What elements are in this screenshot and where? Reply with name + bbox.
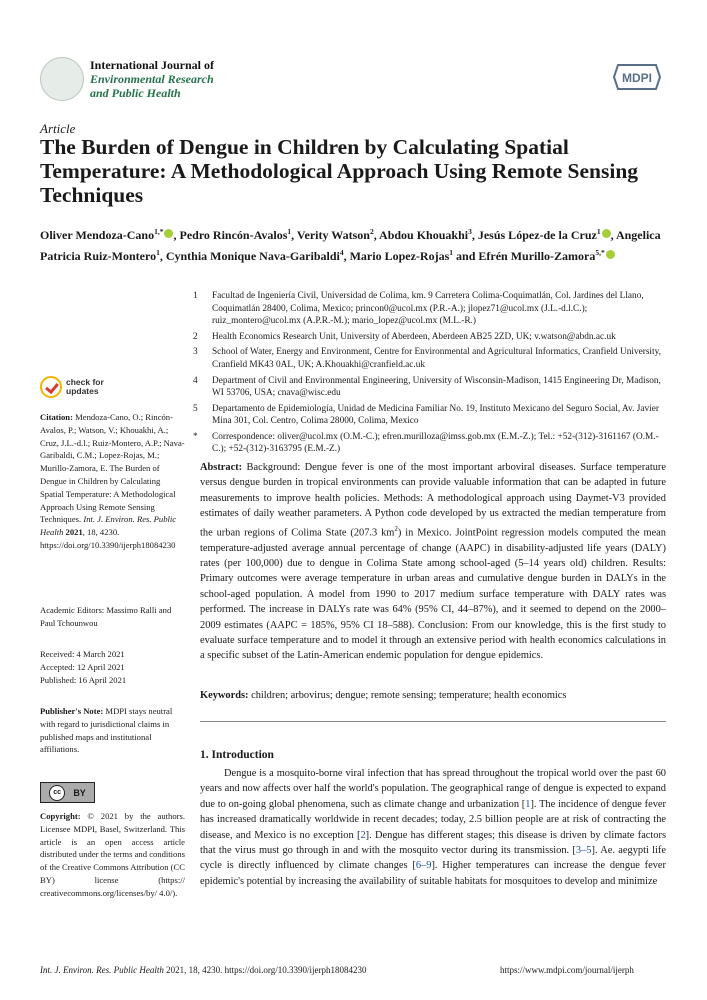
intro-text-2: ]. The incidence of dengue fever has increased dramatically worldwide in recent decades; today, 2.5 billion people are at risk of contracting the disease, and Mexico is no exception [ bbox=[200, 798, 666, 841]
journal-name-line2: Environmental Research bbox=[90, 72, 214, 86]
check-updates-line2: updates bbox=[66, 386, 99, 396]
introduction-paragraph bbox=[200, 766, 666, 889]
author-name: Verity Watson bbox=[296, 228, 370, 242]
author bbox=[478, 228, 611, 242]
copyright-notice bbox=[40, 810, 185, 900]
mdpi-logo bbox=[612, 63, 662, 91]
author-affiliation-marker: 4 bbox=[339, 248, 344, 257]
citation-label: Citation: bbox=[40, 412, 73, 422]
author-affiliation-marker: 1 bbox=[449, 248, 454, 257]
check-updates-line1: check for bbox=[66, 376, 104, 387]
author-name: Mario Lopez-Rojas bbox=[349, 249, 450, 263]
affiliation-marker: * bbox=[193, 431, 198, 442]
affiliation-text: Department of Civil and Environmental Engineering, University of Wisconsin-Madison, 1415 Engineering Dr, Madison, WI 53706, USA; cnava@wisc.edu bbox=[212, 375, 661, 399]
affiliation-text: Departamento de Epidemiología, Unidad de Medicina Familiar No. 19, Instituto Mexicano del Seguro Social, Av. Javier Mina 301, Col. Centro, Colima 28000, Colima, Mexico bbox=[212, 403, 659, 427]
intro-text-3: ]. Dengue has different stages; this disease is driven by climate factors that the virus must go through in and with the mosquito vector during its transmission. [ bbox=[200, 829, 667, 857]
cc-by-label: BY bbox=[73, 787, 86, 798]
author bbox=[478, 249, 614, 263]
affiliation-item bbox=[193, 290, 671, 328]
affiliation-item bbox=[193, 375, 671, 400]
check-for-updates-icon bbox=[40, 376, 62, 398]
article-type: Article bbox=[40, 121, 76, 136]
abstract-text-part2: ) in Mexico. JointPoint regression models computed the mean temperature-adjusted average annual percentage of change (AAPC) in disability-adjusted life years (DALY) rates (per 100,000) due to dengue in Colima State among school-aged (5–14 years old) children. Results: Primary outcomes were average temperature in urban areas and cumulative dengue burden in DALYs in the school-aged population. A model from 1990 to 2017 medium surface temperature with DALY rates was performed. The increase in DALYs rate was 64% (95% CI, 44–87%), and it seemed to depend on the 2000–2009 estimates (AAPC = 185%, 95% CI 18–588). Conclusion: From our knowledge, this is the first study to evaluate surface temperature and to model it through an extensive period with health economics calculations in a specific subset of the Latin-American endemic population for dengue epidemics. bbox=[200, 527, 666, 662]
affiliation-marker: 2 bbox=[193, 331, 198, 342]
publisher-note-label: Publisher's Note: bbox=[40, 706, 104, 716]
affiliation-item bbox=[193, 431, 671, 456]
author-affiliation-marker: 3 bbox=[468, 227, 472, 236]
cc-icon: cc bbox=[49, 785, 65, 801]
author-name: Abdou Khouakhi bbox=[379, 228, 469, 242]
orcid-icon[interactable] bbox=[164, 229, 173, 238]
keywords-label: Keywords: bbox=[200, 690, 249, 701]
reference-link-2[interactable]: 2 bbox=[360, 829, 366, 841]
keywords bbox=[200, 688, 666, 703]
mdpi-logo-text: MDPI bbox=[622, 71, 652, 85]
orcid-icon[interactable] bbox=[606, 250, 615, 259]
affiliation-item bbox=[193, 331, 671, 344]
journal-name bbox=[90, 58, 214, 100]
published-date: Published: 16 April 2021 bbox=[40, 674, 127, 685]
author-name: Efrén Murillo-Zamora bbox=[478, 249, 596, 263]
author-list: Oliver Mendoza-Cano$^{1,*}$ , Pedro Rincón-Avalos$^1$, Verity Watson$^2$, Abdou Khouakhi$^3$, Jesús López-de la Cruz$^1$ , Angelica Patricia Ruiz-Montero$^1$, Cynthia Monique Nava-Garibaldi$^4$, Mario Lopez-Rojas$^1$ and Efrén Murillo-Zamora$^{5,*}$ bbox=[40, 227, 661, 263]
citation-tail[interactable]: , 18, 4230. https://doi.org/10.3390/ijerph18084230 bbox=[40, 527, 176, 550]
author-affiliation-marker: 1 bbox=[596, 227, 601, 236]
affiliation-text: Facultad de Ingeniería Civil, Universidad de Colima, km. 9 Carretera Colima-Coquimatlán, Col. Jardines del Llano, Coquimatlán 28400, Colima, Mexico; princon0@ucol.mx (P.R.-A.); jlopez71@ucol.mx (J.L.-d.l.C.); ruiz_montero@ucol.mx (A.P.R.-M.); mario_lopez@ucol.mx (M.L.-R.) bbox=[212, 291, 644, 326]
author-name: Cynthia Monique Nava-Garibaldi bbox=[165, 249, 340, 263]
academic-editors: Academic Editors: Massimo Ralli and Paul Tchounwou bbox=[40, 605, 172, 628]
abstract-superscript: 2 bbox=[394, 524, 398, 533]
copyright-label: Copyright: bbox=[40, 811, 81, 821]
author bbox=[350, 249, 453, 263]
abstract-text-part1: Background: Dengue fever is one of the most important arboviral diseases. Surface temperature versus dengue burden in tropical environments can provide valuable information that can be adapted in future measurements to improve health policies. Methods: A methodological approach using Daymet-V3 provided estimates of daily weather parameters. A Python code developed by us extracted the median temperature from the urban regions of Colima State (207.3 km bbox=[200, 462, 666, 539]
accepted-date: Accepted: 12 April 2021 bbox=[40, 661, 125, 672]
citation-journal: Int. J. Environ. Res. Public Health bbox=[40, 514, 177, 538]
check-for-updates[interactable] bbox=[40, 376, 104, 398]
reference-link-4[interactable]: 6–9 bbox=[415, 860, 432, 872]
article-title: The Burden of Dengue in Children by Calculating Spatial Temperature: A Methodological Approach Using Remote Sensing Techniques bbox=[40, 135, 639, 207]
section-divider bbox=[200, 721, 666, 722]
author-affiliation-marker: 1,* bbox=[154, 227, 164, 236]
keywords-text: children; arbovirus; dengue; remote sensing; temperature; health economics bbox=[251, 690, 567, 701]
journal-name-line3: and Public Health bbox=[90, 86, 181, 100]
received-date: Received: 4 March 2021 bbox=[40, 649, 125, 659]
journal-logo bbox=[40, 57, 84, 101]
reference-link-3[interactable]: 3–5 bbox=[575, 845, 592, 857]
author-name: Angelica Patricia Ruiz-Montero bbox=[40, 228, 661, 263]
cc-by-license-badge[interactable] bbox=[40, 782, 95, 803]
citation-block bbox=[40, 411, 185, 552]
abstract-label: Abstract: bbox=[200, 462, 243, 473]
footer-citation-text[interactable]: 2021, 18, 4230. https://doi.org/10.3390/ijerph18084230 bbox=[163, 965, 367, 975]
journal-name-line1: International Journal of bbox=[90, 58, 215, 72]
author bbox=[297, 228, 374, 242]
affiliation-marker: 1 bbox=[193, 291, 198, 301]
citation-year: 2021 bbox=[65, 527, 83, 538]
affiliation-text: School of Water, Energy and Environment, Centre for Environmental and Agricultural Informatics, Cranfield University, Cranfield MK43 0AL, UK; A.Khouakhi@cranfield.ac.uk bbox=[212, 347, 661, 370]
abstract bbox=[200, 460, 666, 664]
orcid-icon[interactable] bbox=[602, 229, 611, 238]
affiliation-marker: 3 bbox=[193, 347, 198, 358]
intro-text-1: Dengue is a mosquito-borne viral infection that has spread throughout the tropical world over the past 60 years and now affects over half the world's population. The geographical range of dengue is expected to expand due to on-going global phenomena, such as climate change and urbanization [ bbox=[200, 768, 666, 810]
publisher-note bbox=[40, 705, 185, 756]
author-affiliation-marker: 1 bbox=[156, 248, 160, 257]
footer-citation bbox=[40, 965, 366, 976]
affiliation-item bbox=[193, 346, 671, 371]
reference-link-1[interactable]: 1 bbox=[525, 798, 531, 810]
affiliations bbox=[193, 290, 671, 459]
author bbox=[179, 228, 291, 242]
intro-text-5: ]. Higher temperatures can increase the dengue fever epidemic's potential by increasing the availability of suitable habitats for mosquitoes to develop and minimize bbox=[200, 860, 667, 887]
author-name: Oliver Mendoza-Cano bbox=[40, 228, 155, 242]
author-affiliation-marker: 1 bbox=[287, 227, 292, 236]
author bbox=[379, 228, 472, 242]
footer-journal-url[interactable]: https://www.mdpi.com/journal/ijerph bbox=[500, 965, 634, 975]
affiliation-text: Health Economics Research Unit, University of Aberdeen, Aberdeen AB25 2ZD, UK; v.watson@abdn.ac.uk bbox=[212, 331, 616, 342]
author-affiliation-marker: 5,* bbox=[595, 248, 605, 257]
author-affiliation-marker: 2 bbox=[369, 227, 374, 236]
footer-journal: Int. J. Environ. Res. Public Health bbox=[40, 965, 164, 975]
article-dates bbox=[40, 648, 185, 686]
author-name: Jesús López-de la Cruz bbox=[477, 228, 597, 242]
author bbox=[40, 228, 173, 242]
affiliation-marker: 4 bbox=[193, 375, 198, 386]
section-heading-introduction: 1. Introduction bbox=[200, 749, 274, 761]
copyright-text: © 2021 by the authors. Licensee MDPI, Basel, Switzerland. This article is an open access article distributed under the terms and conditions of the Creative Commons Attribution (CC BY) license (https:// creativecommons.org/licenses/by/ 4.0/). bbox=[40, 811, 185, 898]
citation-text: Mendoza-Cano, O.; Rincón-Avalos, P.; Watson, V.; Khouakhi, A.; Cruz, J.L.-d.l.; Ruiz-Montero, A.P.; Nava-Garibaldi, C.M.; Lopez-Rojas, M.; Murillo-Zamora, E. The Burden of Dengue in Children by Calculating Spatial Temperature: A Methodological Approach Using Remote Sensing Techniques. bbox=[40, 412, 185, 525]
author bbox=[166, 249, 344, 263]
affiliation-text: Correspondence: oliver@ucol.mx (O.M.-C.); efren.murilloza@imss.gob.mx (E.M.-Z.); Tel.: +52-(312)-3161167 (O.M.-C.); +52-(312)-3163795 (E.M.-Z.) bbox=[212, 431, 659, 455]
author-name: Pedro Rincón-Avalos bbox=[179, 228, 288, 242]
affiliation-marker: 5 bbox=[193, 403, 198, 414]
publisher-note-text: MDPI stays neutral with regard to jurisdictional claims in published maps and institutional affiliations. bbox=[40, 706, 173, 755]
intro-text-4: ]. Ae. aegypti life cycle is directly influenced by climate changes [ bbox=[200, 845, 667, 872]
affiliation-item bbox=[193, 403, 671, 428]
